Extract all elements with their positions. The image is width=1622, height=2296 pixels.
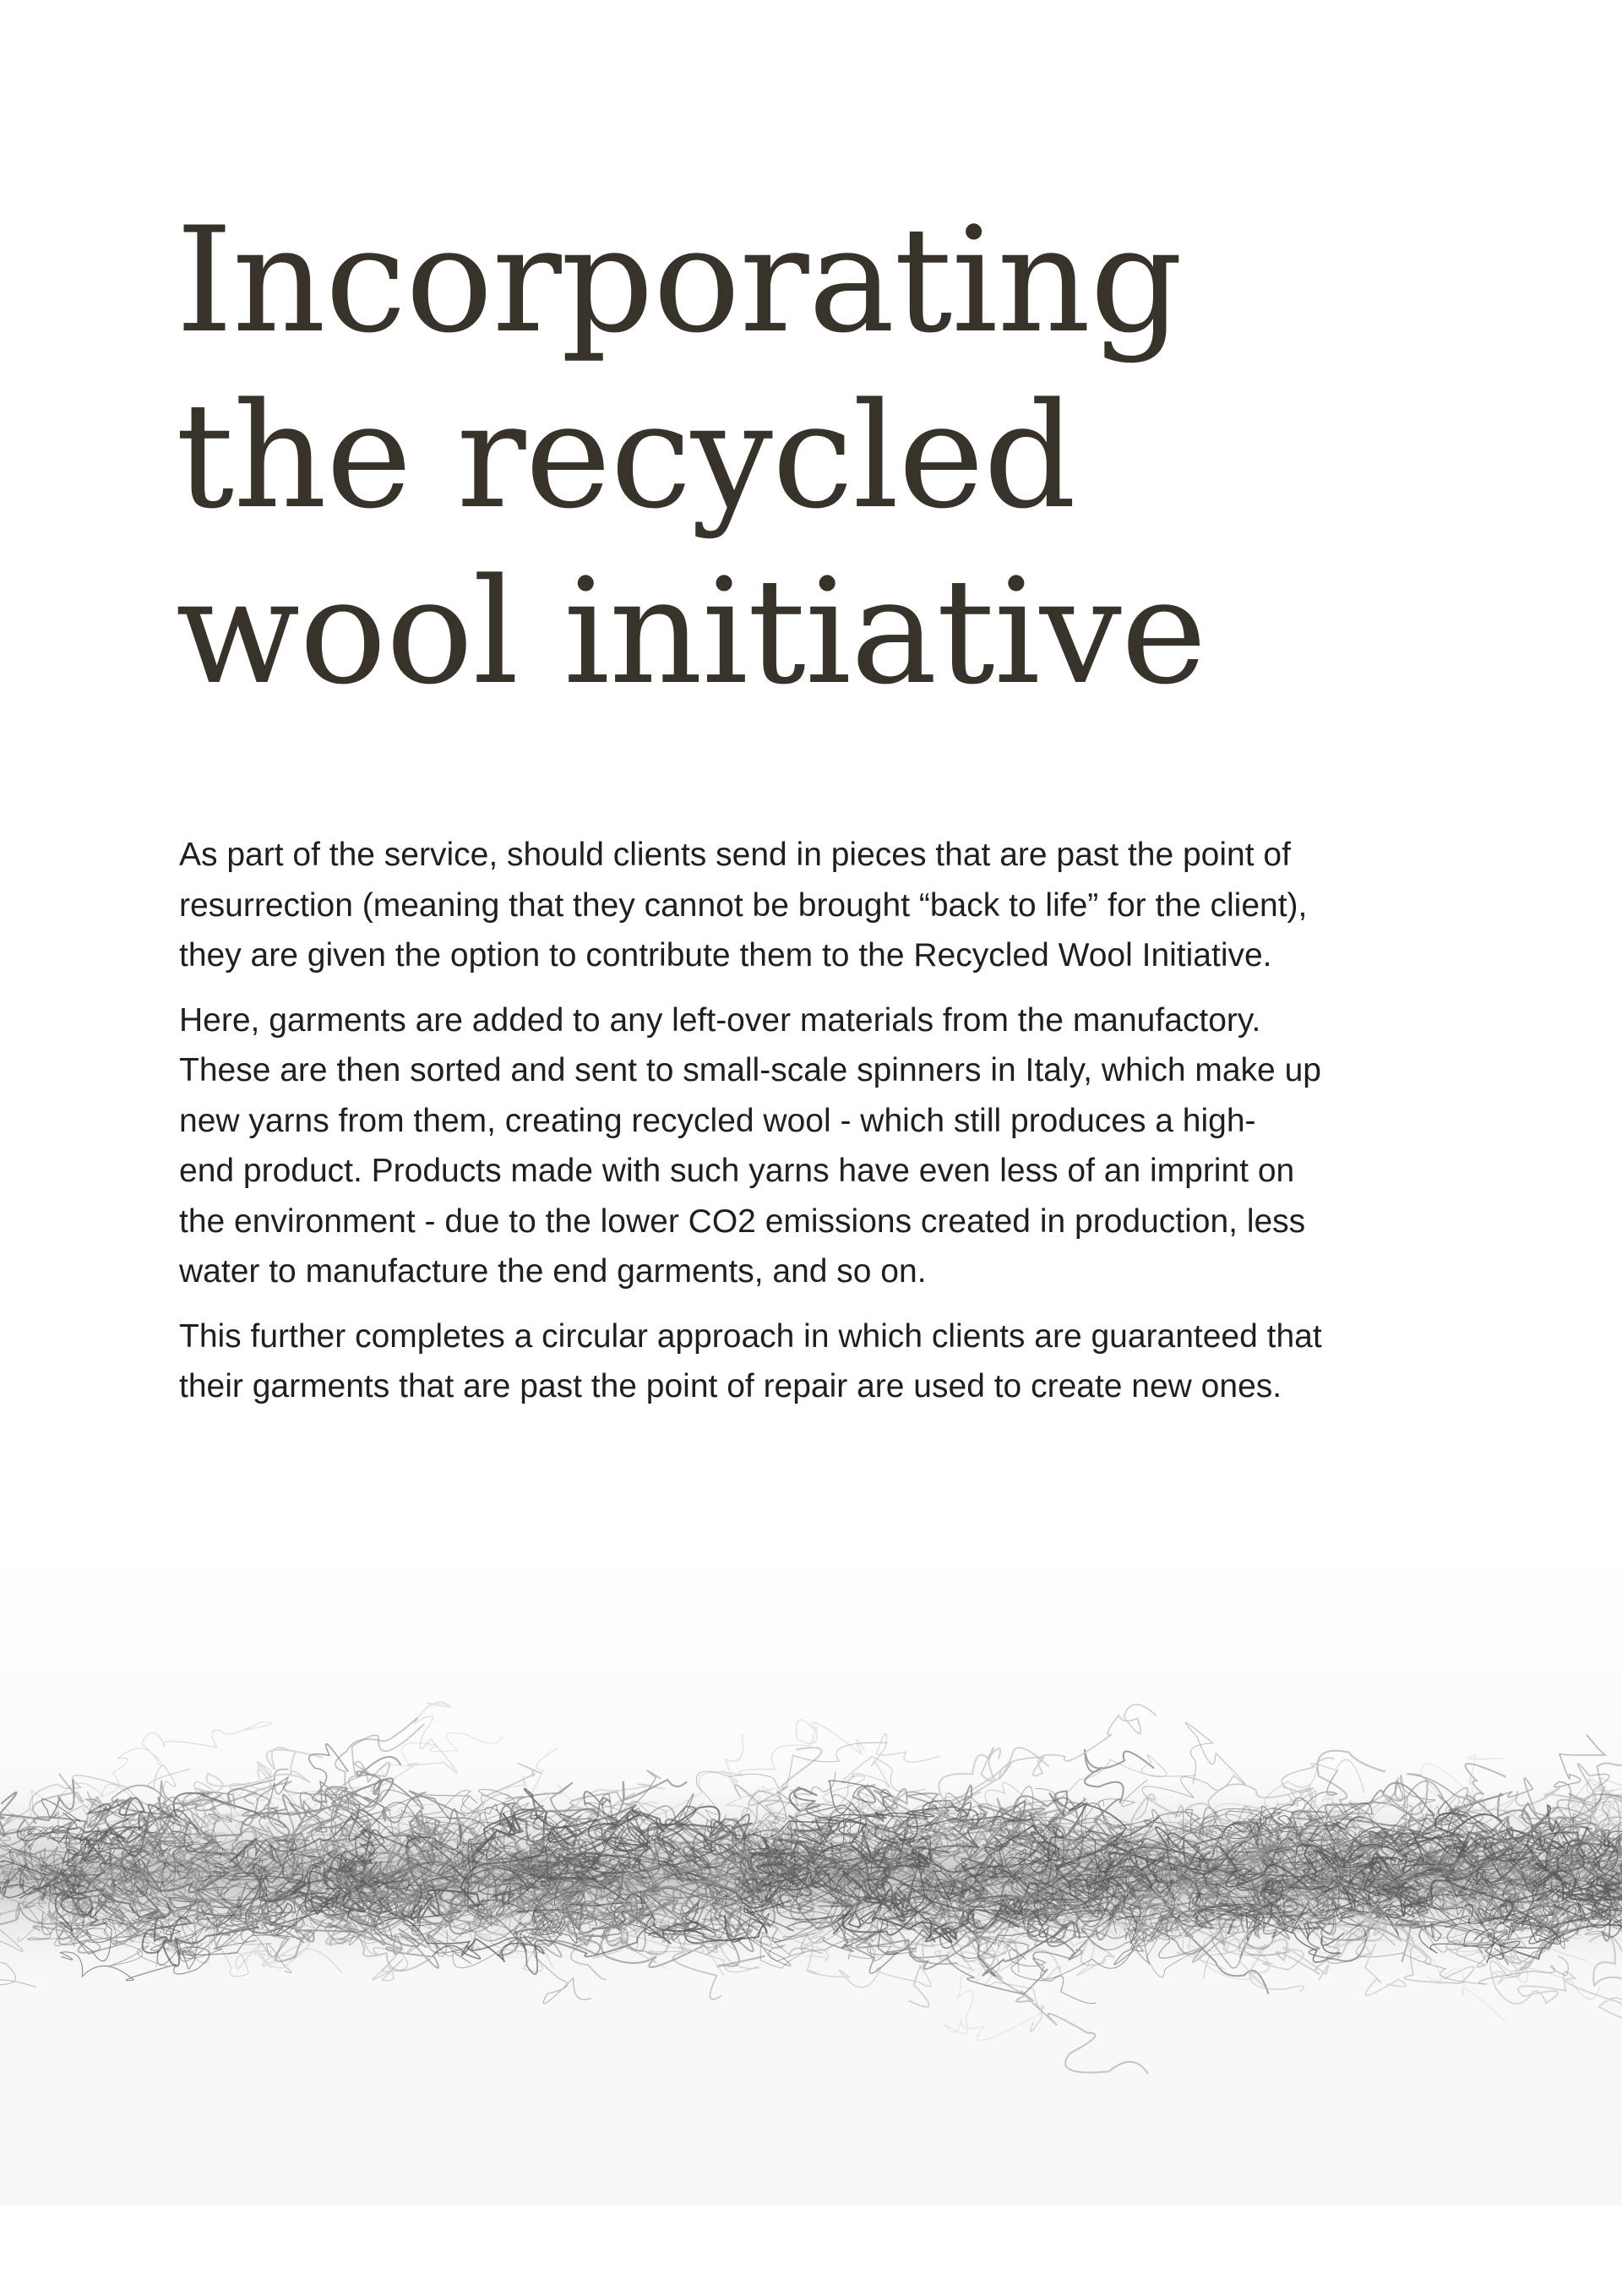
- paragraph-line: water to manufacture the end garments, and so on.: [179, 1253, 927, 1290]
- title-line-3: wool initiative: [176, 547, 1206, 717]
- paragraph-line: the environment - due to the lower CO2 emissions created in production, less: [179, 1203, 1306, 1240]
- body-text: [179, 830, 1497, 1426]
- page-title: [176, 193, 1527, 720]
- paragraph-line: As part of the service, should clients send in pieces that are past the point of: [179, 837, 1291, 873]
- paragraph-line: Here, garments are added to any left-over materials from the manufactory.: [179, 1001, 1261, 1039]
- title-line-1: Incorporating: [176, 195, 1183, 365]
- paragraph-line: they are given the option to contribute them to the Recycled Wool Initiative.: [179, 937, 1272, 973]
- paragraph-2: [179, 995, 1497, 1297]
- wool-fiber-illustration: [0, 1555, 1622, 2206]
- paragraph-line: new yarns from them, creating recycled wool - which still produces a high-: [179, 1102, 1256, 1139]
- recycled-wool-fiber-photo: [0, 1555, 1622, 2206]
- title-line-2: the recycled: [176, 371, 1076, 541]
- paragraph-line: These are then sorted and sent to small-scale spinners in Italy, which make up: [179, 1052, 1321, 1088]
- paragraph-line: end product. Products made with such yarns have even less of an imprint on: [179, 1153, 1295, 1189]
- paragraph-line: their garments that are past the point of repair are used to create new ones.: [179, 1368, 1282, 1404]
- paragraph-line: resurrection (meaning that they cannot be brought “back to life” for the client),: [179, 886, 1308, 924]
- paragraph-line: This further completes a circular approach in which clients are guaranteed that: [179, 1317, 1322, 1355]
- paragraph-1: [179, 830, 1497, 981]
- wool-fibers: [0, 1702, 1622, 2073]
- paragraph-3: [179, 1312, 1497, 1412]
